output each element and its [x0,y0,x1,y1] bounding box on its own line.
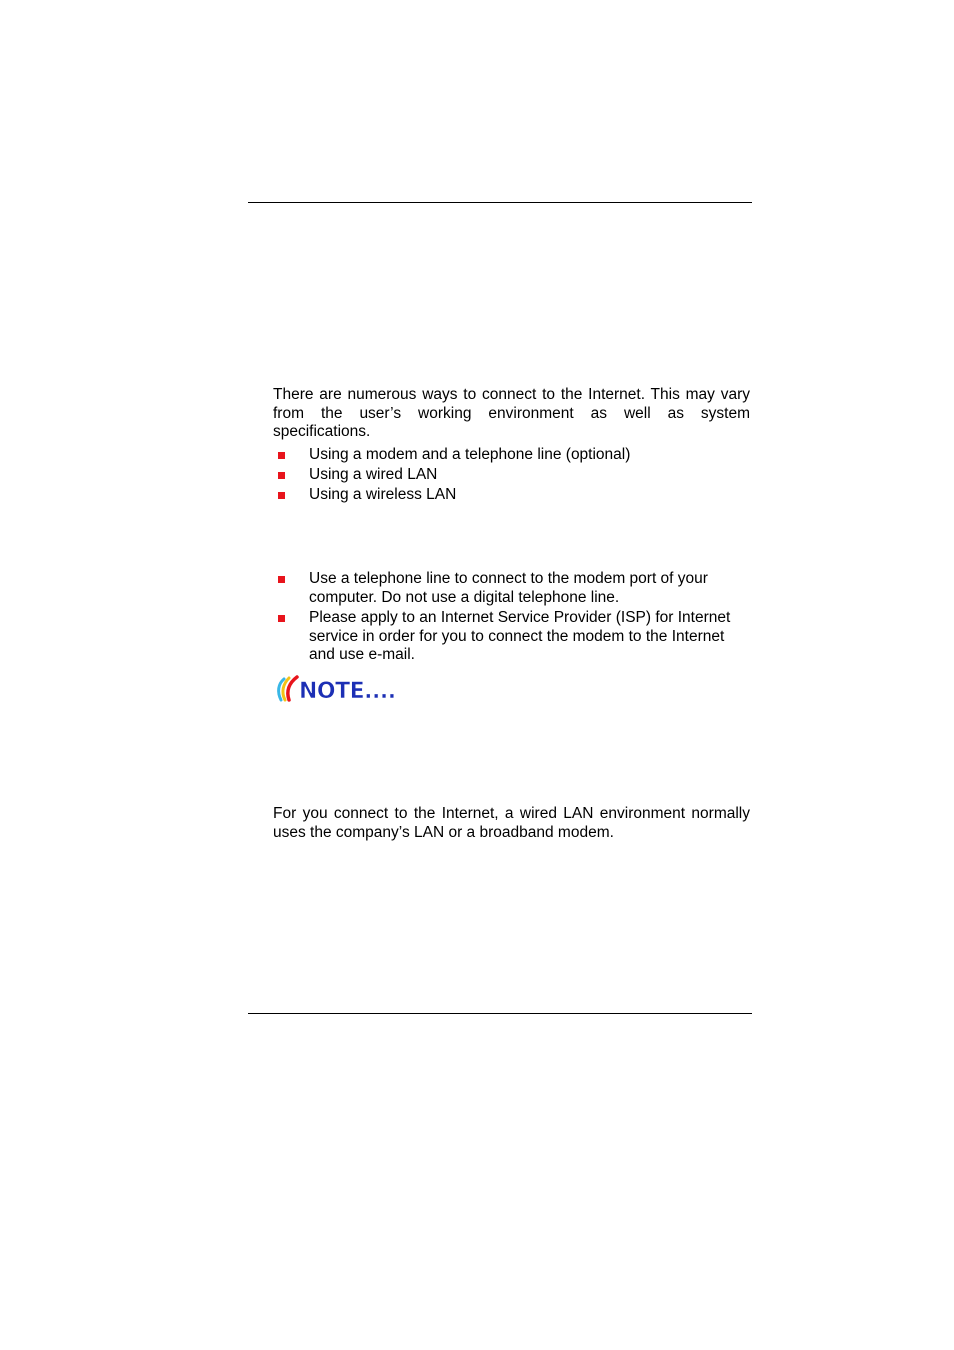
modem-steps-list [273,570,750,667]
list-item-text: Please apply to an Internet Service Provider (ISP) for Internet service in order for you to connect the modem to the Internet and use e-mail. [309,609,731,663]
list-item [273,486,750,505]
header-rule [248,202,752,203]
square-bullet-icon [278,472,285,479]
list-item [273,446,750,465]
square-bullet-icon [278,615,285,622]
footer-rule [248,1013,752,1014]
list-item [273,466,750,485]
intro-paragraph: There are numerous ways to connect to the Internet. This may vary from the user’s working environment as well as system specifications. [273,386,750,440]
list-item-text: Using a modem and a telephone line (optional) [309,446,631,463]
square-bullet-icon [278,576,285,583]
connection-methods-list [273,446,750,506]
list-item [273,570,750,607]
note-pen-icon [274,674,408,704]
list-item [273,609,750,665]
square-bullet-icon [278,452,285,459]
wired-lan-paragraph: For you connect to the Internet, a wired LAN environment normally uses the company’s LAN or a broadband modem. [273,805,750,841]
note-logo [274,674,408,704]
list-item-text: Using a wireless LAN [309,486,457,503]
list-item-text: Use a telephone line to connect to the modem port of your computer. Do not use a digital telephone line. [309,570,708,606]
square-bullet-icon [278,492,285,499]
list-item-text: Using a wired LAN [309,466,438,483]
note-logo-text: NOTE.... [299,679,396,704]
